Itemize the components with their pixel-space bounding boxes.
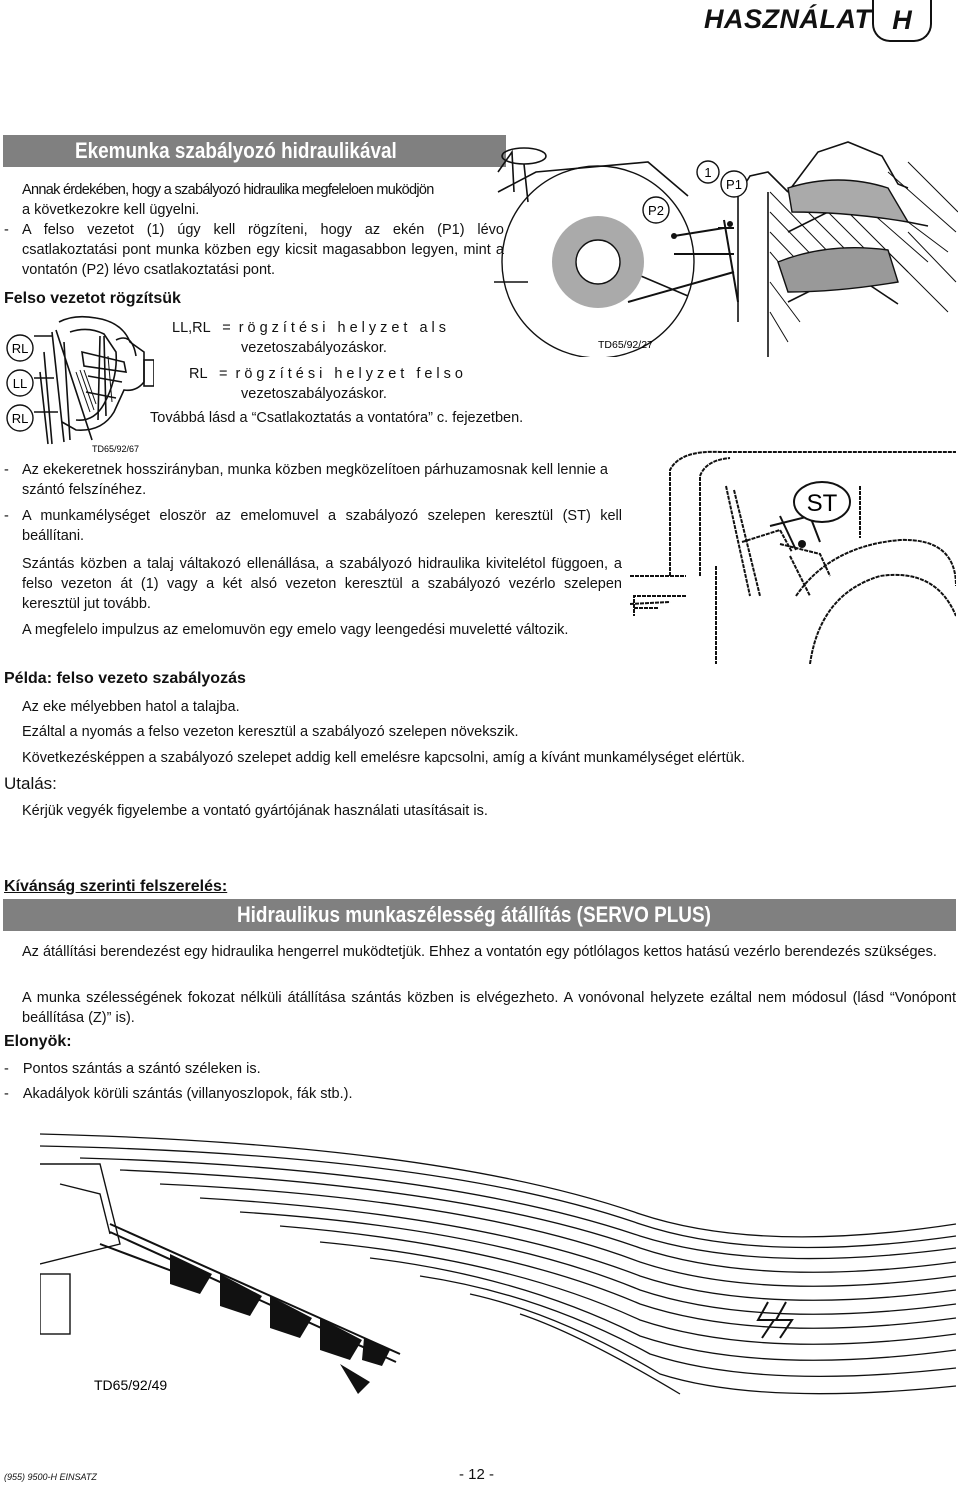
advantage-1-text: Pontos szántás a szántó széleken is. (22, 1061, 261, 1077)
wheel-hub-center (576, 240, 620, 284)
fix-top-link-heading: Felso vezetot rögzítsük (4, 290, 181, 307)
figure-caption-2: TD65/92/27 (598, 339, 653, 351)
section2-title: Hidraulikus munkaszélesség átállítás (SERVO PLUS) (237, 902, 711, 927)
bullet-dash: - (4, 1086, 9, 1102)
intro-line-2: a következokre kell ügyelni. (22, 202, 200, 218)
label-rl-top: RL (11, 341, 29, 356)
pivot-p2 (671, 233, 677, 239)
bullet-dash: - (4, 222, 9, 238)
example-line-2: Ezáltal a nyomás a felso vezeton keresztül a szabályozó szelepen növekszik. (22, 724, 519, 740)
section1-intro (22, 180, 506, 220)
section1-para-2: A megfelelo impulzus az emelomuvön egy emelo vagy leengedési muveletté változik. (22, 622, 569, 638)
bullet-dash: - (4, 508, 9, 524)
plough-body-lower (778, 248, 898, 292)
valve-knob (798, 540, 806, 548)
llrl-label: LL,RL (172, 320, 211, 336)
llrl-text-1: rögzítési helyzet als (238, 320, 451, 336)
advantage-2-text: Akadályok körüli szántás (villanyoszlopok, fák stb.). (22, 1086, 353, 1102)
linkage-hatching (76, 356, 112, 412)
footer-left: (955) 9500-H EINSATZ (4, 1472, 97, 1482)
bullet-2 (4, 460, 608, 500)
figure-top-link-points (488, 132, 958, 357)
equals-sign: = (222, 320, 231, 336)
label-ll: LL (12, 376, 28, 391)
equals-sign: = (219, 366, 228, 382)
bullet-3 (4, 506, 622, 546)
bullet-dash: - (4, 462, 9, 478)
figure-servo-plus-field (40, 1124, 956, 1414)
advantage-1 (4, 1059, 261, 1079)
plough-body-upper (788, 180, 908, 222)
llrl-text-2: vezetoszabályozáskor. (241, 340, 387, 356)
bullet-dash: - (4, 1061, 9, 1077)
pivot-p1 (727, 221, 733, 227)
label-st: ST (806, 490, 838, 517)
example-line-3: Következésképpen a szabályozó szelepet addig kell emelésre kapcsolni, amíg a kívánt munkamélységet elértük. (22, 750, 745, 766)
linkage-drawing (34, 317, 154, 444)
intro-line-1: Annak érdekében, hogy a szabályozó hidraulika megfeleloen muködjön (22, 182, 434, 198)
section1-para-1: Szántás közben a talaj váltakozó ellenállása, a szabályozó hidraulika kivitelétol függoen, a felso vezeton át (1) vagy a két alsó vezeton keresztül a szabályozó vezérlo szelepen keresztül jut tovább. (22, 556, 622, 612)
bullet-1 (4, 220, 504, 280)
llrl-row (172, 318, 482, 338)
optional-equipment-label: Kívánság szerinti felszerelés: (4, 878, 228, 895)
figure-linkage-positions (4, 312, 154, 456)
section2-title-bar (3, 899, 956, 931)
label-p2: P2 (648, 203, 664, 218)
advantages-heading: Elonyök: (4, 1033, 72, 1050)
chapter-badge: H (872, 0, 932, 42)
note-heading: Utalás: (4, 774, 57, 793)
rl-text-2: vezetoszabályozáskor. (241, 386, 387, 402)
rl-row (189, 364, 509, 384)
footer-page-number: - 12 - (459, 1466, 495, 1483)
rl-label: RL (189, 366, 207, 382)
header-title: HASZNÁLAT (704, 4, 872, 34)
section2-para-2: A munka szélességének fokozat nélküli átállítása szántás közben is elvégezheto. A vonóvonal helyzete ezáltal nem módosul (lásd “Vonópont beállítása (Z)” is). (22, 990, 956, 1026)
bullet-2-text: Az ekekeretnek hosszirányban, munka közben megközelítoen párhuzamosnak kell lennie a szántó felszínéhez. (22, 462, 608, 498)
see-also-text: Továbbá lásd a “Csatlakoztatás a vontatóra” c. fejezetben. (150, 410, 524, 426)
note-text: Kérjük vegyék figyelembe a vontató gyártójának használati utasításait is. (22, 803, 488, 819)
rl-text-1: rögzítési helyzet felso (235, 366, 467, 382)
cab-drawing (630, 452, 956, 664)
section1-title-bar (3, 135, 506, 167)
example-heading: Példa: felso vezeto szabályozás (4, 670, 246, 687)
bullet-1-text: A felso vezetot (1) úgy kell rögzíteni, hogy az ekén (P1) lévo csatlakoztatási pont munka közben egy kicsit magasabbon legyen, mint a vontatón (P2) lévo csatlakoztatási pont. (22, 222, 504, 278)
tractor-outline (40, 1164, 120, 1334)
label-p1: P1 (726, 177, 742, 192)
label-1: 1 (704, 165, 712, 180)
figure-control-valve-st (630, 446, 956, 664)
section2-para-1: Az átállítási berendezést egy hidraulika hengerrel muködtetjük. Ehhez a vontatón egy pótlólagos kettos hatású vezérlo berendezés szükséges. (22, 944, 937, 960)
figure-caption-4: TD65/92/49 (94, 1377, 168, 1393)
figure-caption-1: TD65/92/67 (92, 444, 140, 454)
section1-title: Ekemunka szabályozó hidraulikával (75, 138, 397, 163)
advantage-2 (4, 1084, 353, 1104)
plough-bodies (170, 1254, 390, 1394)
example-line-1: Az eke mélyebben hatol a talajba. (22, 699, 240, 715)
bump-symbol (758, 1302, 792, 1338)
three-point-linkage (628, 220, 738, 302)
bullet-3-text: A munkamélységet eloször az emelomuvel a szabályozó szelepen keresztül (ST) kell beállítani. (22, 508, 622, 544)
label-rl-bottom: RL (11, 411, 29, 426)
